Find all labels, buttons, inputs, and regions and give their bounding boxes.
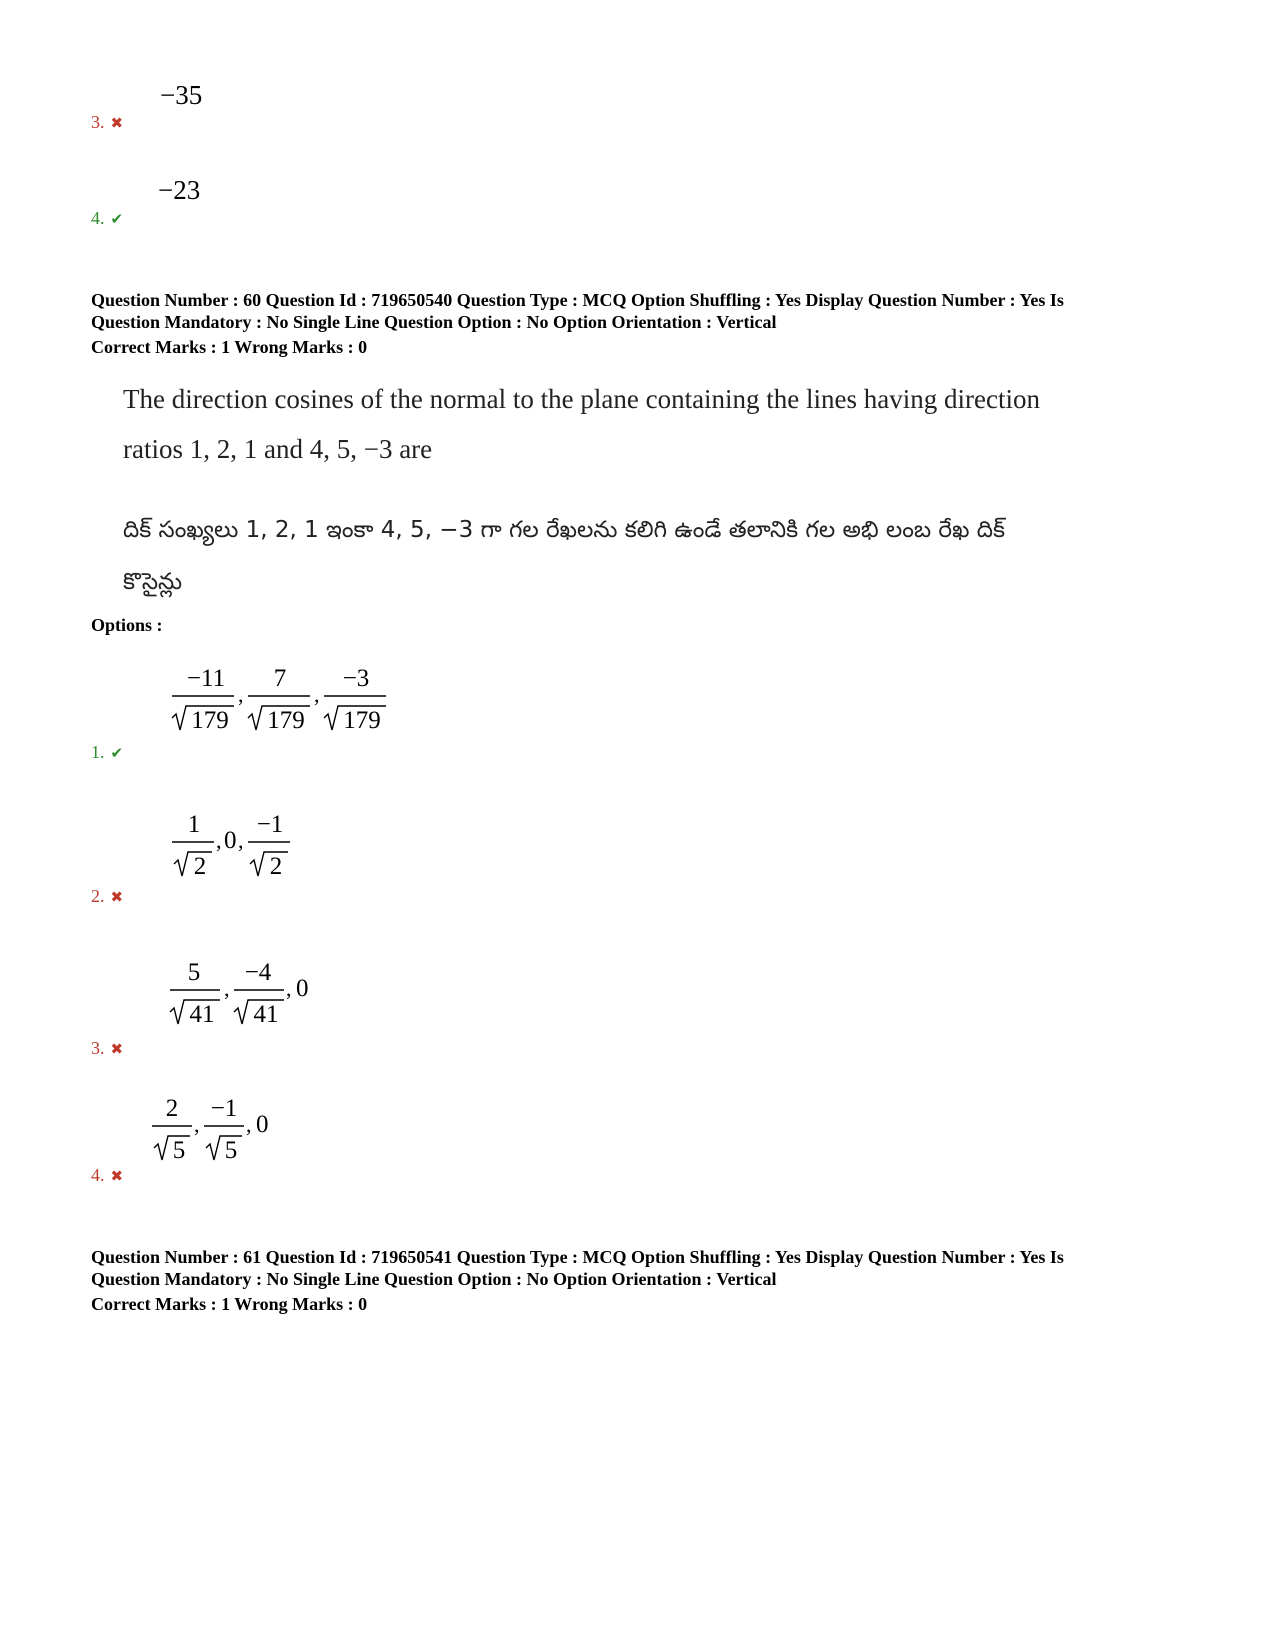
option-1-formula (160, 658, 410, 740)
option-2-formula (160, 804, 320, 886)
option-number: 4. (91, 1165, 105, 1185)
option-4-value: −23 (158, 175, 201, 205)
fraction-2-numerator: −4 (244, 959, 272, 986)
fraction-1-numerator: 2 (165, 1095, 179, 1122)
meta-line-2: Question Mandatory : No Single Line Question Option : No Option Orientation : Vertical (91, 1269, 777, 1289)
meta-line-2: Question Mandatory : No Single Line Question Option : No Option Orientation : Vertical (91, 312, 777, 332)
comma: , (216, 828, 222, 853)
wrong-icon: ✖ (110, 890, 124, 906)
wrong-icon: ✖ (110, 1169, 124, 1185)
fraction-1-numerator: −11 (186, 665, 226, 692)
fraction-2-denominator: 41 (253, 1001, 279, 1028)
option-3-label (91, 112, 123, 133)
correct-icon: ✔ (110, 212, 124, 228)
option-4-label (91, 1165, 123, 1186)
option-number: 1. (91, 742, 105, 762)
text-line-1: The direction cosines of the normal to the plane containing the lines having direction (123, 384, 1040, 414)
question-60-meta (91, 289, 1211, 333)
comma: , (286, 976, 292, 1001)
meta-line-1: Question Number : 60 Question Id : 719650540 Question Type : MCQ Option Shuffling : Yes Display Question Number : Yes Is (91, 290, 1064, 310)
correct-icon: ✔ (110, 746, 124, 762)
fraction-1-denominator: 5 (172, 1137, 186, 1164)
option-number: 3. (91, 1038, 105, 1058)
fraction-1-denominator: 179 (191, 707, 229, 734)
telugu-line-1: దిక్ సంఖ్యలు 1, 2, 1 ఇంకా 4, 5, −3 గా గల రేఖలను కలిగి ఉండే తలానికి గల అభి లంబ రేఖ దిక్ (123, 517, 1005, 543)
option-4-formula (146, 1088, 306, 1170)
fraction-3-denominator: 179 (343, 707, 381, 734)
fraction-2-numerator: 7 (273, 665, 287, 692)
option-number: 3. (91, 112, 105, 132)
plain-term: 0 (256, 1111, 269, 1138)
comma: , (238, 828, 244, 853)
telugu-line-2: కొసైన్లు (123, 569, 183, 595)
fraction-2-denominator: 179 (267, 707, 305, 734)
fraction-2-numerator: −1 (256, 811, 284, 838)
fraction-3-numerator: −3 (342, 665, 370, 692)
fraction-2-denominator: 2 (269, 853, 283, 880)
question-61-marks: Correct Marks : 1 Wrong Marks : 0 (91, 1294, 368, 1314)
option-2-label (91, 886, 123, 907)
plain-term: 0 (224, 827, 237, 854)
option-4-label (91, 208, 123, 229)
question-60-marks: Correct Marks : 1 Wrong Marks : 0 (91, 337, 368, 357)
comma: , (246, 1112, 252, 1137)
question-60-text-english (123, 374, 1203, 474)
option-3-value: −35 (160, 80, 203, 110)
fraction-1-numerator: 5 (187, 959, 201, 986)
comma: , (238, 682, 244, 707)
plain-term: 0 (296, 975, 309, 1002)
question-61-meta (91, 1246, 1211, 1290)
option-1-label (91, 742, 123, 763)
comma: , (314, 682, 320, 707)
fraction-2-denominator: 5 (224, 1137, 238, 1164)
option-number: 2. (91, 886, 105, 906)
fraction-1-numerator: 1 (187, 811, 201, 838)
option-3-label (91, 1038, 123, 1059)
fraction-2-numerator: −1 (210, 1095, 238, 1122)
text-line-2: ratios 1, 2, 1 and 4, 5, −3 are (123, 434, 433, 464)
option-number: 4. (91, 208, 105, 228)
wrong-icon: ✖ (110, 1042, 124, 1058)
question-60-text-telugu (123, 504, 1203, 608)
comma: , (194, 1112, 200, 1137)
wrong-icon: ✖ (110, 116, 124, 132)
options-label: Options : (91, 615, 163, 635)
comma: , (224, 976, 230, 1001)
fraction-1-denominator: 41 (189, 1001, 215, 1028)
option-3-formula (160, 952, 340, 1034)
meta-line-1: Question Number : 61 Question Id : 719650541 Question Type : MCQ Option Shuffling : Yes Display Question Number : Yes Is (91, 1247, 1064, 1267)
fraction-1-denominator: 2 (193, 853, 207, 880)
